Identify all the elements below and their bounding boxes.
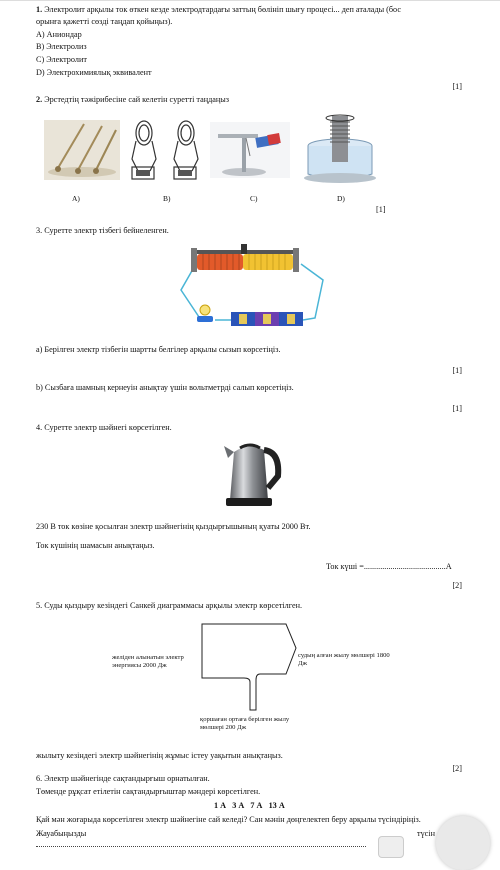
sankey-loss-label: қоршаған ортаға берілген жылу мөлшері 200 Дж — [200, 716, 290, 732]
electric-kettle-image — [218, 436, 284, 508]
q5-task: жылыту кезіндегі электр шәйнегінің жұмыс істеу уақытын анықтаңыз. — [36, 751, 283, 760]
q1-text-line1: Электролит арқылы ток өткен кезде электродтардағы заттың бөлініп шығу процесі... деп аталады (бос — [44, 5, 401, 14]
q6-answer-line — [36, 846, 366, 847]
q1-option-c: С) Электролит — [36, 55, 87, 64]
q4-task: Ток күшінің шамасын анықтаңыз. — [36, 541, 155, 550]
q5-text: 5. Суды қыздыру кезіндегі Санкей диаграммасы арқылы электр көрсетілген. — [36, 601, 303, 610]
q6-fuse-values: 1 А 3 А 7 А 13 А — [214, 801, 285, 810]
q1-option-a: А) Аниондар — [36, 30, 82, 39]
q2-caption-a: А) — [72, 194, 80, 203]
q1-mark: [1] — [452, 82, 462, 91]
q4-mark: [2] — [452, 581, 462, 590]
electric-circuit-image — [175, 240, 335, 332]
q6-text: 6. Электр шәйнегінде сақтандырғыш орнатылған. — [36, 774, 210, 783]
oersted-option-b-image — [122, 115, 210, 185]
q2-caption-b: В) — [163, 194, 171, 203]
q3-part-a: а) Берілген электр тізбегін шартты белгілер арқылы сызып көрсетіңіз. — [36, 345, 281, 354]
q2-text: Эрстедтің тәжірибесіне сай келетін суретті таңдаңыз — [44, 95, 229, 104]
q1-number: 1. — [36, 5, 43, 14]
sankey-diagram — [196, 620, 298, 714]
q1-option-b: В) Электролиз — [36, 42, 87, 51]
oersted-option-a-image — [44, 120, 120, 180]
q2-number: 2. — [36, 95, 43, 104]
q6-line4-left: Жауабыңызды — [36, 829, 87, 838]
q1-line1 — [36, 5, 401, 14]
sankey-input-label: желіден алынатын электр энергиясы 2000 Дж — [112, 654, 184, 670]
oersted-option-c-image — [210, 122, 290, 178]
q2-caption-c: С) — [250, 194, 258, 203]
q6-line4-right: түсін — [417, 829, 435, 838]
q3-mark-b: [1] — [452, 404, 462, 413]
q3-part-b: b) Сызбаға шамның кернеуін анықтау үшін вольтметрді салып көрсетіңіз. — [36, 383, 294, 392]
overlay-fab-button[interactable] — [436, 816, 490, 870]
overlay-button-small[interactable] — [378, 836, 404, 858]
q1-text-line2: орынға қажетті сөзді таңдап қойыңыз). — [36, 17, 173, 26]
q2-caption-d: D) — [337, 194, 345, 203]
q3-text: 3. Суретте электр тізбегі бейнеленген. — [36, 226, 169, 235]
oersted-option-d-image — [300, 112, 380, 188]
q6-line3: Қай мән жоғарыда көрсетілген электр шәйнегіне сай келеді? Сан мәнін дөңгелектеп беру арқылы түсіндіріңіз. — [36, 815, 421, 824]
q3-mark-a: [1] — [452, 366, 462, 375]
q6-line2: Төменде рұқсат етілетін сақтандырғыштар мәндері көрсетілген. — [36, 787, 261, 796]
q4-statement: 230 В ток көзіне қосылған электр шәйнегінің қыздырғышының қуаты 2000 Вт. — [36, 522, 311, 531]
top-border — [0, 0, 500, 1]
q4-text: 4. Суретте электр шәйнегі көрсетілген. — [36, 423, 172, 432]
q4-answer-line: Ток күші =........................................А — [326, 562, 452, 571]
q5-mark: [2] — [452, 764, 462, 773]
sankey-output-label: судың алған жылу мөлшері 1800 Дж — [298, 652, 390, 668]
q2-mark: [1] — [376, 205, 386, 214]
q2-heading — [36, 95, 229, 104]
q1-option-d: D) Электрохимиялық эквивалент — [36, 68, 152, 77]
